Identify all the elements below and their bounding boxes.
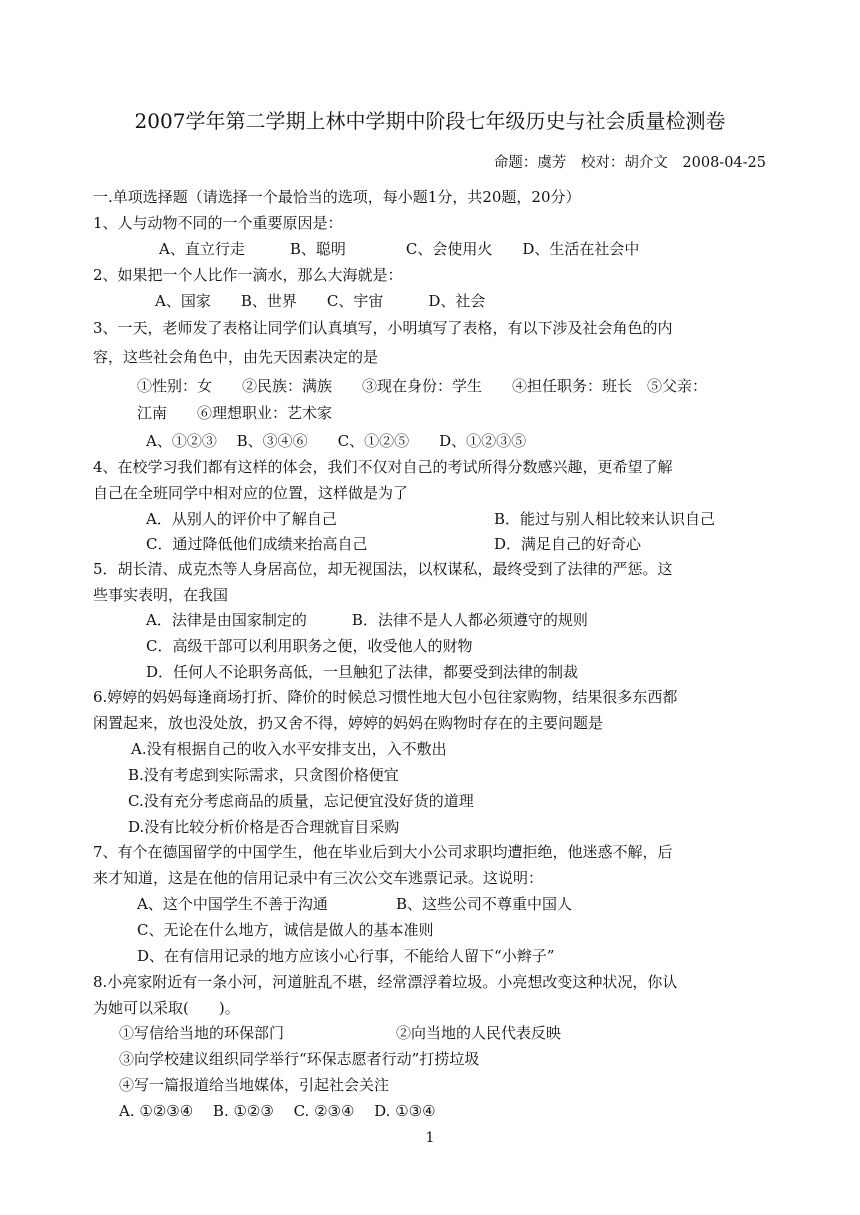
question-8-item-3: ③向学校建议组织同学举行“环保志愿者行动”打捞垃圾 (119, 1050, 480, 1068)
question-7-option-c: C、无论在什么地方，诚信是做人的基本准则 (137, 921, 434, 939)
question-2: 2、如果把一个人比作一滴水，那么大海就是： (93, 266, 403, 284)
question-3-roles-cont: 江南 ⑥理想职业：艺术家 (137, 404, 333, 422)
question-1-options: A、直立行走 B、聪明 C、会使用火 D、生活在社会中 (159, 240, 640, 258)
author-line: 命题：虞芳 校对：胡介文 2008-04-25 (493, 155, 766, 171)
question-5-option-d: D．任何人不论职务高低，一旦触犯了法律，都要受到法律的制裁 (146, 663, 579, 681)
question-7-option-a: A、这个中国学生不善于沟通 (137, 895, 328, 913)
question-4-cont: 自己在全班同学中相对应的位置，这样做是为了 (93, 484, 409, 502)
question-5: 5．胡长清、成克杰等人身居高位，却无视国法，以权谋私，最终受到了法律的严惩。这 (93, 560, 673, 578)
question-5-options-ab: A．法律是由国家制定的 B．法律不是人人都必须遵守的规则 (146, 611, 588, 629)
question-7-option-d: D、在有信用记录的地方应该小心行事，不能给人留下“小辫子” (137, 947, 555, 965)
question-4-option-d: D．满足自己的好奇心 (494, 535, 642, 553)
question-6-option-a: A.没有根据自己的收入水平安排支出，入不敷出 (131, 740, 447, 758)
question-4-option-c: C．通过降低他们成绩来抬高自己 (146, 535, 368, 553)
question-6: 6.婷婷的妈妈每逢商场打折、降价的时候总习惯性地大包小包往家购物，结果很多东西都 (93, 688, 678, 706)
question-3-options: A、①②③ B、③④⑥ C、①②⑤ D、①②③⑤ (146, 432, 527, 450)
question-4-option-a: A．从别人的评价中了解自己 (146, 510, 337, 528)
question-8-options: A. ①②③④ B. ①②③ C. ②③④ D. ①③④ (119, 1102, 436, 1120)
question-8-item-4: ④写一篇报道给当地媒体，引起社会关注 (119, 1076, 390, 1094)
question-5-cont: 些事实表明，在我国 (93, 586, 229, 604)
question-8-item-2: ②向当地的人民代表反映 (396, 1024, 562, 1042)
question-6-option-b: B.没有考虑到实际需求，只贪图价格便宜 (128, 766, 399, 784)
question-3: 3、一天，老师发了表格让同学们认真填写，小明填写了表格，有以下涉及社会角色的内 (93, 319, 673, 337)
question-5-option-c: C．高级干部可以利用职务之便，收受他人的财物 (146, 637, 473, 655)
question-6-option-c: C.没有充分考虑商品的质量，忘记便宜没好货的道理 (128, 792, 474, 810)
question-7-cont: 来才知道，这是在他的信用记录中有三次公交车逃票记录。这说明： (93, 869, 544, 887)
question-7: 7、有个在德国留学的中国学生，他在毕业后到大小公司求职均遭拒绝，他迷惑不解，后 (93, 843, 673, 861)
question-8: 8.小亮家附近有一条小河，河道脏乱不堪，经常漂浮着垃圾。小亮想改变这种状况，你认 (93, 973, 678, 991)
question-3-roles: ①性别：女 ②民族：满族 ③现在身份：学生 ④担任职务：班长 ⑤父亲： (137, 377, 708, 395)
question-3-cont: 容，这些社会角色中，由先天因素决定的是 (93, 348, 379, 366)
page-title: 2007学年第二学期上林中学期中阶段七年级历史与社会质量检测卷 (134, 109, 726, 133)
question-6-cont: 闲置起来，放也没处放，扔又舍不得，婷婷的妈妈在购物时存在的主要问题是 (93, 714, 604, 732)
question-6-option-d: D.没有比较分析价格是否合理就盲目采购 (128, 818, 400, 836)
page-number: 1 (425, 1130, 435, 1146)
question-1: 1、人与动物不同的一个重要原因是： (93, 214, 343, 232)
question-4: 4、在校学习我们都有这样的体会，我们不仅对自己的考试所得分数感兴趣，更希望了解 (93, 458, 673, 476)
question-8-item-1: ①写信给当地的环保部门 (119, 1024, 285, 1042)
question-7-option-b: B、这些公司不尊重中国人 (396, 895, 573, 913)
question-4-option-b: B．能过与别人相比较来认识自己 (494, 510, 716, 528)
question-2-options: A、国家 B、世界 C、宇宙 D、社会 (155, 292, 486, 310)
section-heading: 一.单项选择题（请选择一个最恰当的选项，每小题1分，共20题，20分） (93, 188, 581, 206)
question-8-cont: 为她可以采取( )。 (93, 999, 240, 1017)
